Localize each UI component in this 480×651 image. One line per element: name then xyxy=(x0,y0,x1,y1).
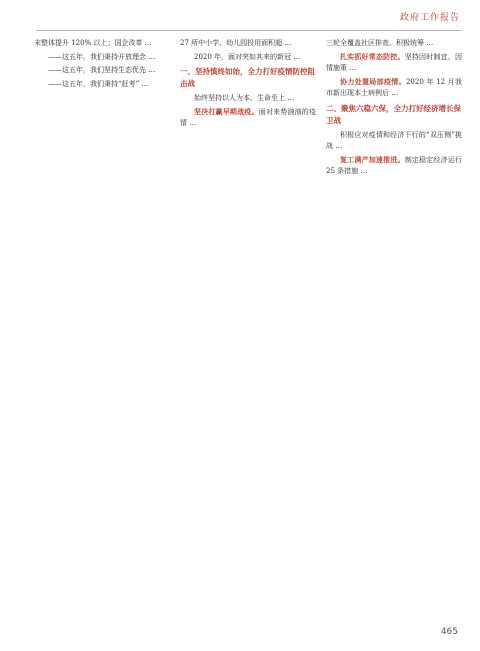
paragraph-text: 2020 年 12 月我市新出现本土病例后 … xyxy=(326,77,462,97)
paragraph xyxy=(326,52,462,75)
section-heading: 二、聚焦六稳六保，全力打好经济增长保卫战 xyxy=(326,103,461,125)
page-number: 465 xyxy=(440,627,458,637)
column-1 xyxy=(34,38,170,616)
text-columns xyxy=(34,38,462,616)
subheading: 复工满产加速推进。 xyxy=(340,155,405,164)
header-rule xyxy=(36,30,462,31)
subheading: 坚决打赢早期战疫。 xyxy=(194,107,259,116)
paragraph: 2020 年，面对突如其来的新冠 … xyxy=(194,52,301,61)
page-header xyxy=(0,0,480,30)
column-3 xyxy=(326,38,462,616)
paragraph: 末整体提升 120% 以上；国企改革 … xyxy=(34,39,152,47)
paragraph xyxy=(180,107,316,130)
paragraph: 积极应对疫情和经济下行的“双压侧”挑战 … xyxy=(326,130,462,150)
paragraph: 三轮全覆盖社区排查。积极统筹 … xyxy=(326,39,434,47)
paragraph: 27 所中小学、幼儿园投用面积超 … xyxy=(180,39,292,47)
paragraph xyxy=(326,155,462,178)
paragraph: ——这五年，我们秉持开放理念 … xyxy=(48,52,156,61)
paragraph-text: 制定稳定经济运行 25 条措施 … xyxy=(326,155,462,175)
paragraph: 始终坚持以人为本、生命至上 … xyxy=(194,94,295,102)
section-heading: 一、坚持慎终如始，全力打好疫情防控阻击战 xyxy=(180,67,315,88)
paragraph-text: 坚持因时制宜、因情施策 … xyxy=(326,52,462,72)
paragraph: ——这五年，我们坚持生态优先 … xyxy=(48,66,156,74)
subheading: 扎实抓好常态防控。 xyxy=(340,52,405,61)
header-title: 政府工作报告 xyxy=(399,13,460,23)
subheading: 协力处置局部疫情。 xyxy=(340,77,406,86)
paragraph xyxy=(326,77,462,100)
column-2 xyxy=(180,38,316,616)
paragraph: ——这五年，我们秉持“赶考” … xyxy=(48,79,149,88)
paragraph-text: 面对来势汹汹的疫情 … xyxy=(180,107,316,127)
